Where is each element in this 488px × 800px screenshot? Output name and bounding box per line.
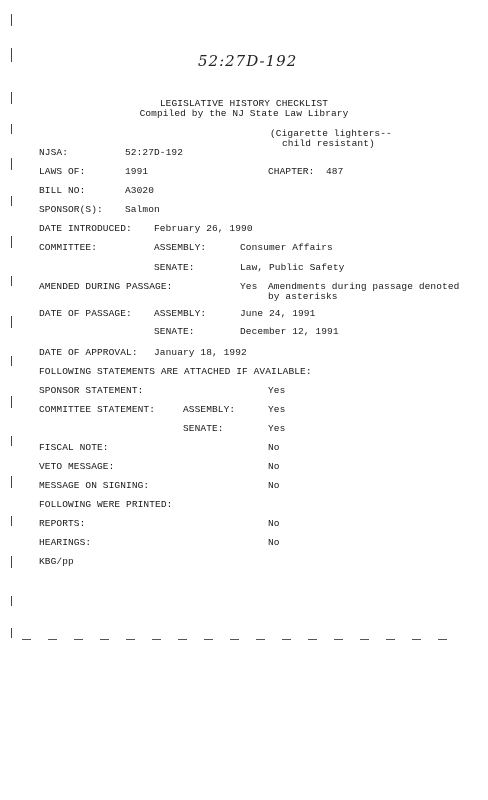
reports-value: No bbox=[268, 518, 280, 529]
committee-statement-senate-label: SENATE: bbox=[183, 423, 224, 434]
initials: KBG/pp bbox=[39, 556, 74, 567]
dash-mark bbox=[386, 639, 395, 640]
committee-statement-label: COMMITTEE STATEMENT: bbox=[39, 404, 156, 415]
sponsor-statement-value: Yes bbox=[268, 385, 286, 396]
amended-note-line-1: Amendments during passage denoted bbox=[268, 281, 460, 292]
sponsor-value: Salmon bbox=[125, 204, 160, 215]
laws-of-value: 1991 bbox=[125, 166, 149, 177]
committee-assembly-value: Consumer Affairs bbox=[240, 242, 333, 253]
margin-mark bbox=[11, 516, 12, 526]
margin-mark bbox=[11, 276, 12, 286]
date-introduced-label: DATE INTRODUCED: bbox=[39, 223, 132, 234]
dash-mark bbox=[308, 639, 317, 640]
margin-mark bbox=[11, 236, 12, 248]
chapter-value: 487 bbox=[326, 166, 344, 177]
following-statements-heading: FOLLOWING STATEMENTS ARE ATTACHED IF AVAILABLE: bbox=[39, 366, 312, 377]
margin-mark bbox=[11, 556, 12, 568]
page-title: LEGISLATIVE HISTORY CHECKLIST bbox=[159, 98, 329, 109]
dash-mark bbox=[412, 639, 421, 640]
committee-assembly-label: ASSEMBLY: bbox=[154, 242, 207, 253]
dash-mark bbox=[48, 639, 57, 640]
handwritten-file-number: 52:27D-192 bbox=[198, 52, 298, 70]
veto-message-value: No bbox=[268, 461, 280, 472]
hearings-value: No bbox=[268, 537, 280, 548]
dash-mark bbox=[230, 639, 239, 640]
margin-mark bbox=[11, 158, 12, 170]
dash-mark bbox=[22, 639, 31, 640]
hearings-label: HEARINGS: bbox=[39, 537, 92, 548]
date-of-approval-value: January 18, 1992 bbox=[154, 347, 247, 358]
page-subtitle: Compiled by the NJ State Law Library bbox=[139, 108, 349, 119]
margin-mark bbox=[11, 436, 12, 446]
dash-mark bbox=[256, 639, 265, 640]
fiscal-note-label: FISCAL NOTE: bbox=[39, 442, 109, 453]
margin-mark bbox=[11, 596, 12, 606]
committee-statement-assembly-label: ASSEMBLY: bbox=[183, 404, 236, 415]
margin-mark bbox=[11, 356, 12, 366]
margin-mark bbox=[11, 48, 12, 62]
committee-statement-senate-value: Yes bbox=[268, 423, 286, 434]
amended-note-line-2: by asterisks bbox=[268, 291, 338, 302]
fiscal-note-value: No bbox=[268, 442, 280, 453]
reports-label: REPORTS: bbox=[39, 518, 86, 529]
committee-senate-value: Law, Public Safety bbox=[240, 262, 345, 273]
dash-mark bbox=[360, 639, 369, 640]
dash-mark bbox=[152, 639, 161, 640]
bill-no-label: BILL NO: bbox=[39, 185, 86, 196]
passage-assembly-label: ASSEMBLY: bbox=[154, 308, 207, 319]
sponsor-statement-label: SPONSOR STATEMENT: bbox=[39, 385, 144, 396]
dash-mark bbox=[334, 639, 343, 640]
passage-senate-label: SENATE: bbox=[154, 326, 195, 337]
margin-mark bbox=[11, 396, 12, 408]
dash-mark bbox=[74, 639, 83, 640]
date-of-approval-label: DATE OF APPROVAL: bbox=[39, 347, 138, 358]
committee-label: COMMITTEE: bbox=[39, 242, 98, 253]
message-on-signing-value: No bbox=[268, 480, 280, 491]
njsa-label: NJSA: bbox=[39, 147, 69, 158]
committee-statement-assembly-value: Yes bbox=[268, 404, 286, 415]
margin-mark bbox=[11, 92, 12, 104]
subject-note-line-1: (Cigarette lighters-- bbox=[270, 128, 392, 139]
dash-mark bbox=[204, 639, 213, 640]
margin-mark bbox=[11, 476, 12, 488]
margin-mark bbox=[11, 316, 12, 328]
bill-no-value: A3020 bbox=[125, 185, 155, 196]
dash-mark bbox=[178, 639, 187, 640]
sponsor-label: SPONSOR(S): bbox=[39, 204, 103, 215]
njsa-value: 52:27D-192 bbox=[125, 147, 184, 158]
dash-mark bbox=[100, 639, 109, 640]
dash-mark bbox=[282, 639, 291, 640]
following-printed-heading: FOLLOWING WERE PRINTED: bbox=[39, 499, 173, 510]
margin-mark bbox=[11, 14, 12, 26]
passage-senate-value: December 12, 1991 bbox=[240, 326, 339, 337]
passage-assembly-value: June 24, 1991 bbox=[240, 308, 316, 319]
subject-note-line-2: child resistant) bbox=[282, 138, 375, 149]
margin-mark bbox=[11, 124, 12, 134]
laws-of-label: LAWS OF: bbox=[39, 166, 86, 177]
dash-mark bbox=[126, 639, 135, 640]
amended-label: AMENDED DURING PASSAGE: bbox=[39, 281, 173, 292]
committee-senate-label: SENATE: bbox=[154, 262, 195, 273]
chapter-label: CHAPTER: bbox=[268, 166, 315, 177]
message-on-signing-label: MESSAGE ON SIGNING: bbox=[39, 480, 150, 491]
dash-mark bbox=[438, 639, 447, 640]
margin-mark bbox=[11, 628, 12, 638]
amended-value: Yes bbox=[240, 281, 258, 292]
date-of-passage-label: DATE OF PASSAGE: bbox=[39, 308, 132, 319]
veto-message-label: VETO MESSAGE: bbox=[39, 461, 115, 472]
margin-mark bbox=[11, 196, 12, 206]
date-introduced-value: February 26, 1990 bbox=[154, 223, 253, 234]
